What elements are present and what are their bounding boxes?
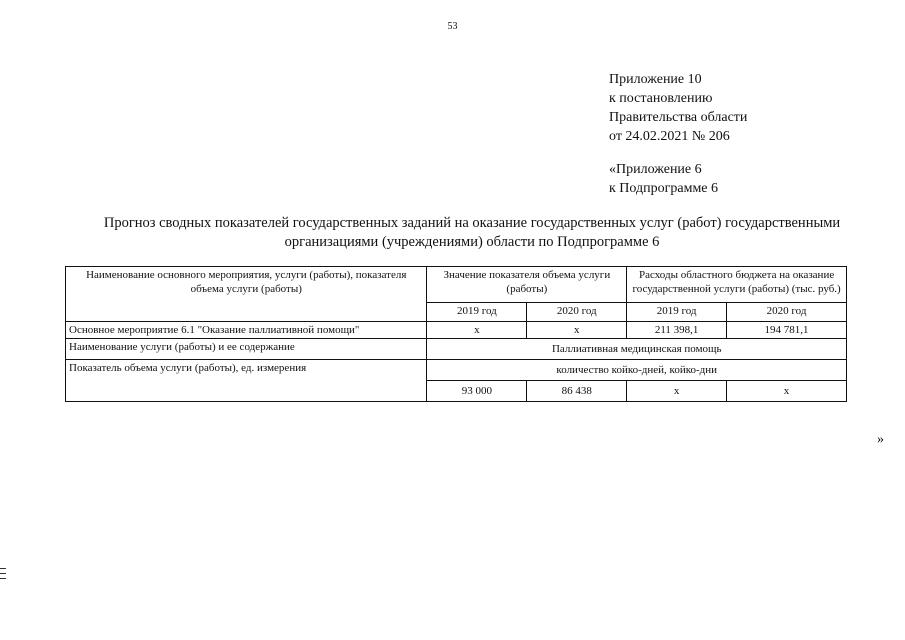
value-cell: х [527,322,627,339]
value-cell: 86 438 [527,381,627,402]
appendix-reference [609,70,747,146]
scan-edge-mark [0,568,6,583]
document-title: Прогноз сводных показателей государственных заданий на оказание государственных услуг (работ) государственными организациями (учреждениями) области по Подпрограмме 6 [103,215,841,250]
year-cell: 2019 год [427,302,527,321]
header-event-name: Наименование основного мероприятия, услуги (работы), показателя объема услуги (работы) [66,267,427,322]
table-row [66,339,847,360]
header-indicator-value: Значение показателя объема услуги (работы) [427,267,627,303]
table-row [66,322,847,339]
main-event-label: Основное мероприятие 6.1 "Оказание паллиативной помощи" [66,322,427,339]
value-cell: х [427,322,527,339]
service-name-value: Паллиативная медицинская помощь [427,339,847,360]
indicator-unit: количество койко-дней, койко-дни [427,360,847,381]
inner-appendix-reference [609,160,718,198]
appendix-line: к постановлению [609,91,713,106]
value-cell: х [627,381,727,402]
appendix-line: от 24.02.2021 № 206 [609,129,730,144]
header-budget-expenses: Расходы областного бюджета на оказание государственной услуги (работы) (тыс. руб.) [627,267,847,303]
value-cell: х [727,381,847,402]
table-header-row [66,267,847,303]
appendix-line: к Подпрограмме 6 [609,181,719,196]
table-row [66,360,847,381]
indicator-label: Показатель объема услуги (работы), ед. измерения [66,360,427,402]
value-cell: 93 000 [427,381,527,402]
appendix-line: «Приложение 6 [609,162,702,177]
year-cell: 2019 год [627,302,727,321]
appendix-line: Правительства области [609,110,748,125]
page-number: 53 [447,21,458,32]
year-cell: 2020 год [527,302,627,321]
service-name-label: Наименование услуги (работы) и ее содержание [66,339,427,360]
year-cell: 2020 год [727,302,847,321]
forecast-table [65,266,847,402]
value-cell: 194 781,1 [727,322,847,339]
value-cell: 211 398,1 [627,322,727,339]
appendix-line: Приложение 10 [609,72,702,87]
closing-quote: » [877,432,884,447]
